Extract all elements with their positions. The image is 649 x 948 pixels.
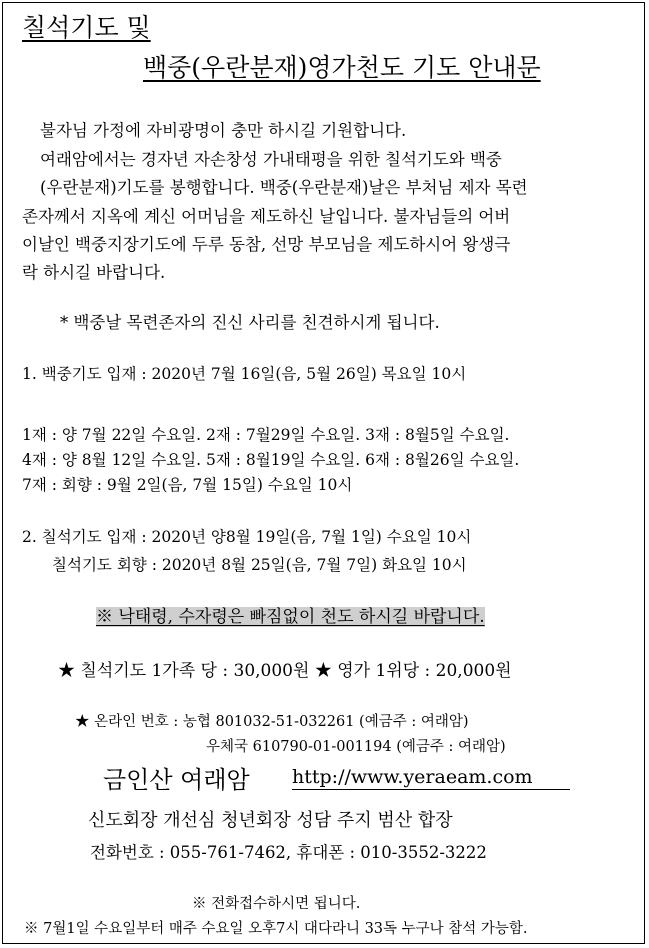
footer-weekly-prayer-note: ※ 7월1일 수요일부터 매주 수요일 오후7시 대다라니 33독 누구나 참석 가능함. <box>24 921 528 937</box>
temple-website-link[interactable]: http://www.yeraeam.com <box>292 766 570 790</box>
intro-line-4: 존자께서 지옥에 계신 어머님을 제도하신 날입니다. 불자님들의 어버 <box>22 207 511 226</box>
prayer-fees: ★ 칠석기도 1가족 당 : 30,000원 ★ 영가 1위당 : 20,000원 <box>58 661 512 681</box>
baekjung-schedule-line-2: 4재 : 양 8월 12일 수요일. 5재 : 8월19일 수요일. 6재 : 8월26일 수요일. <box>22 451 520 469</box>
title-line-2: 백중(우란분재)영가천도 기도 안내문 <box>143 53 541 82</box>
officials-signature: 신도회장 개선심 청년회장 성담 주지 범산 합장 <box>88 810 453 831</box>
intro-line-2: 여래암에서는 경자년 자손창성 가내태평을 위한 칠석기도와 백중 <box>40 150 502 169</box>
chilseok-opening: 2. 칠석기도 입재 : 2020년 양8월 19일(음, 7월 1일) 수요일 10시 <box>22 528 472 546</box>
account-line-2: 우체국 610790-01-001194 (예금주 : 여래암) <box>206 739 506 755</box>
abortion-spirits-notice <box>96 602 485 627</box>
contact-phone: 전화번호 : 055-761-7462, 휴대폰 : 010-3552-3222 <box>90 843 487 862</box>
intro-line-3: (우란분재)기도를 봉행합니다. 백중(우란분재)날은 부처님 제자 목련 <box>40 178 528 197</box>
baekjung-schedule-line-1: 1재 : 양 7월 22일 수요일. 2재 : 7월29일 수요일. 3재 : 8월5일 수요일. <box>22 426 510 444</box>
intro-line-5: 이날인 백중지장기도에 두루 동참, 선망 부모님을 제도하시어 왕생극 <box>22 235 511 254</box>
temple-name: 금인산 여래암 <box>103 766 250 794</box>
chilseok-closing: 칠석기도 회향 : 2020년 8월 25일(음, 7월 7일) 화요일 10시 <box>52 556 467 574</box>
sarira-note: * 백중날 목련존자의 진신 사리를 친견하시게 됩니다. <box>60 313 440 332</box>
baekjung-schedule-line-3: 7재 : 회향 : 9월 2일(음, 7월 15일) 수요일 10시 <box>22 476 353 494</box>
intro-line-6: 락 하시길 바랍니다. <box>22 263 166 282</box>
footer-phone-note: ※ 전화접수하시면 됩니다. <box>192 896 361 912</box>
highlighted-notice-text: ※ 낙태령, 수자령은 빠짐없이 천도 하시길 바랍니다. <box>96 607 485 627</box>
account-line-1: ★ 온라인 번호 : 농협 801032-51-032261 (예금주 : 여래암) <box>75 714 469 730</box>
baekjung-opening: 1. 백중기도 입재 : 2020년 7월 16일(음, 5월 26일) 목요일 10시 <box>22 365 467 383</box>
intro-line-1: 불자님 가정에 자비광명이 충만 하시길 기원합니다. <box>40 121 407 140</box>
title-line-1: 칠석기도 및 <box>22 13 151 42</box>
